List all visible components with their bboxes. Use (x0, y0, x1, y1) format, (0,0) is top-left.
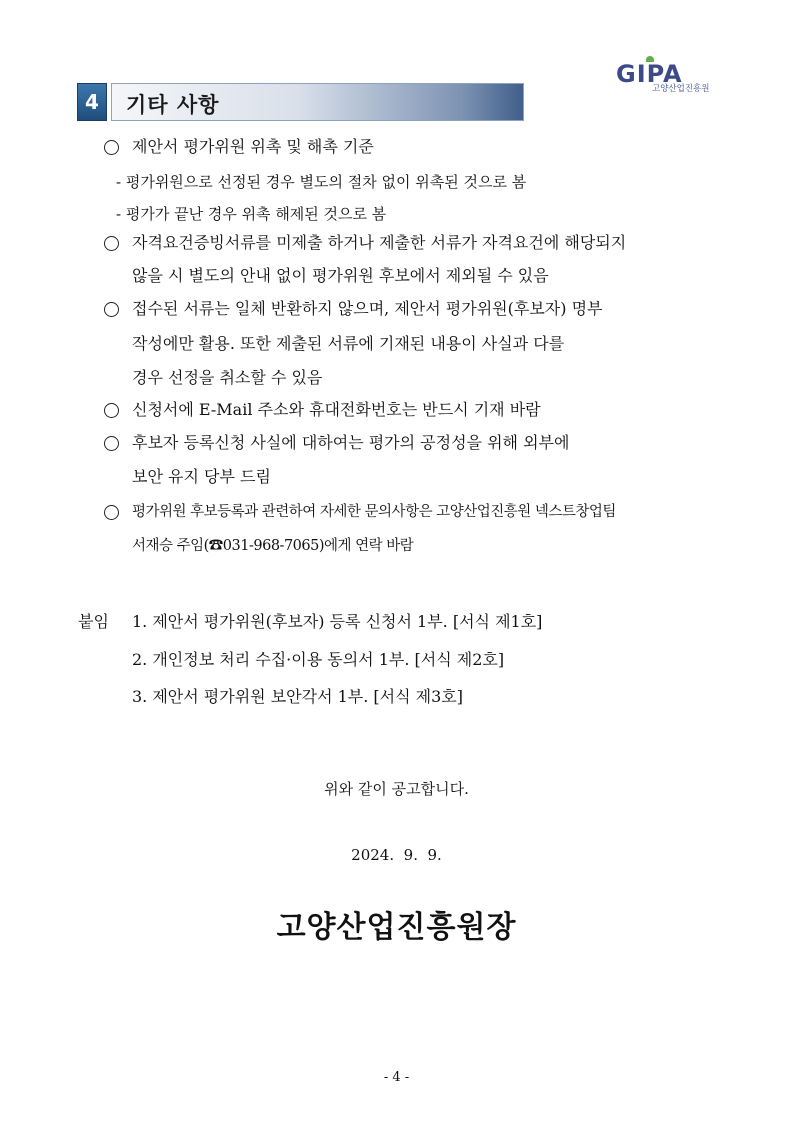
attachment-3: 3. 제안서 평가위원 보안각서 1부. [서식 제3호] (132, 687, 464, 706)
item-3-line-3: 경우 선정을 취소할 수 있음 (132, 368, 323, 387)
attachment-2: 2. 개인정보 처리 수집·이용 동의서 1부. [서식 제2호] (132, 650, 505, 669)
issuer-signature: 고양산업진흥원장 (276, 910, 517, 945)
bullet-circle-icon (104, 505, 119, 520)
logo-subtitle: 고양산업진흥원 (652, 84, 710, 94)
item-6-line-2: 서재승 주임(☎031-968-7065)에게 연락 바람 (132, 538, 414, 554)
item-6-line-1: 평가위원 후보등록과 관련하여 자세한 문의사항은 고양산업진흥원 넥스트창업팀 (132, 504, 616, 520)
item-1-text: 제안서 평가위원 위촉 및 해촉 기준 (132, 137, 374, 156)
section-number: 4 (77, 83, 107, 121)
notice-statement: 위와 같이 공고합니다. (324, 780, 469, 798)
attachment-1: 1. 제안서 평가위원(후보자) 등록 신청서 1부. [서식 제1호] (132, 612, 543, 631)
section-title-bar (111, 83, 524, 121)
notice-date: 2024. 9. 9. (351, 846, 442, 864)
item-2-line-2: 않을 시 별도의 안내 없이 평가위원 후보에서 제외될 수 있음 (132, 266, 549, 285)
bullet-circle-icon (104, 140, 119, 155)
bullet-circle-icon (104, 302, 119, 317)
bullet-circle-icon (104, 236, 119, 251)
gipa-logo (616, 56, 731, 96)
item-5-line-2: 보안 유지 당부 드림 (132, 467, 271, 486)
item-1-sub-1: - 평가위원으로 선정된 경우 별도의 절차 없이 위촉된 것으로 봄 (116, 173, 527, 191)
section-header (77, 83, 524, 121)
item-2-line-1: 자격요건증빙서류를 미제출 하거나 제출한 서류가 자격요건에 해당되지 (132, 233, 627, 252)
logo-wordmark: GIPA (616, 60, 683, 88)
attachment-label: 붙임 (78, 612, 109, 631)
item-1-sub-2: - 평가가 끝난 경우 위촉 해제된 것으로 봄 (116, 205, 387, 223)
page-number: - 4 - (383, 1070, 410, 1085)
item-4-text: 신청서에 E-Mail 주소와 휴대전화번호는 반드시 기재 바람 (132, 400, 541, 419)
item-3-line-1: 접수된 서류는 일체 반환하지 않으며, 제안서 평가위원(후보자) 명부 (132, 299, 603, 318)
item-5-line-1: 후보자 등록신청 사실에 대하여는 평가의 공정성을 위해 외부에 (132, 433, 570, 452)
bullet-circle-icon (104, 436, 119, 451)
item-3-line-2: 작성에만 활용. 또한 제출된 서류에 기재된 내용이 사실과 다를 (132, 334, 565, 353)
bullet-circle-icon (104, 403, 119, 418)
section-title: 기타 사항 (126, 93, 220, 117)
